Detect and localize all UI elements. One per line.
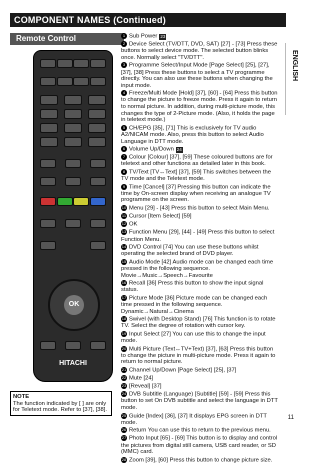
remote-row bbox=[40, 177, 106, 186]
green-colour-button-icon bbox=[57, 197, 73, 206]
item-number-badge: 21 bbox=[121, 366, 127, 372]
number-button-icon bbox=[88, 123, 106, 133]
mode-button-icon bbox=[73, 77, 89, 86]
item-number-badge: 27 bbox=[121, 435, 127, 441]
number-button-icon bbox=[88, 109, 106, 119]
item-text: Programme Select/Input Mode [Page Select] [25], [27], [37], [38] Press these buttons to select a TV programme directly. You can also use these buttons when changing the input mode. bbox=[121, 62, 273, 89]
list-item bbox=[121, 229, 279, 243]
item-text: Input Select [27] You can use this to change the input mode. bbox=[121, 331, 266, 345]
power-button-icon bbox=[40, 59, 56, 68]
language-label: ENGLISH bbox=[291, 50, 298, 82]
list-item bbox=[121, 435, 279, 455]
number-button-icon bbox=[64, 123, 82, 133]
item-number-badge: 24 bbox=[121, 391, 127, 397]
note-box bbox=[10, 391, 112, 416]
list-item bbox=[121, 280, 279, 294]
cursor-pad-icon bbox=[48, 279, 100, 331]
item-text: CH/EPG [35], [71] This is exclusively for TV audio A2/NICAM mode. Also, press this button to select Audio Language in DTT mode. bbox=[121, 125, 264, 145]
text-button-icon bbox=[40, 219, 56, 228]
item-text: Colour [Colour] [37], [59] These coloured buttons are for teletext and other functions as detailed later in this book. bbox=[121, 154, 273, 168]
list-item bbox=[121, 205, 279, 212]
item-number-badge: 22 bbox=[121, 375, 127, 381]
language-tab bbox=[288, 50, 298, 106]
item-text: TV/Text [TV↔Text] [37], [59] This switches between the TV mode and the Teletext mode. bbox=[121, 169, 271, 183]
item-text: Zoom [39], [60] Press this button to change picture size. bbox=[129, 457, 273, 464]
item-text: DVD Control [74] You can use these buttons whilst operating the selected brand of DVD player. bbox=[121, 244, 259, 258]
item-number-badge: 6 bbox=[122, 146, 126, 152]
item-text: Freeze/Multi Mode [Hold] [37], [60] - [64] Press this button to change the picture to freeze mode. Press it again to return to normal picture. In addition, during multi-picture mode, this changes the type of 2-Picture mode. (Also, it holds the page in teletext mode.) bbox=[121, 90, 278, 124]
device-button-icon bbox=[90, 59, 106, 68]
item-number-badge: 9 bbox=[122, 183, 126, 189]
list-item bbox=[121, 154, 279, 168]
remote-row bbox=[40, 159, 106, 168]
section-title: Remote Control bbox=[10, 33, 124, 45]
bottom-button-icon bbox=[40, 341, 56, 350]
item-text: Return You can use this to return to the previous menu. bbox=[129, 427, 271, 434]
mode-button-icon bbox=[57, 77, 73, 86]
remote-row bbox=[40, 137, 106, 147]
item-text: Device Select (TV/DTT, DVD, SAT) [27] - [73] Press these buttons to select device mode. The selected button blinks once. Normally select "TV/DTT". bbox=[121, 41, 278, 61]
list-item bbox=[121, 62, 279, 89]
item-number-badge: 11 bbox=[121, 213, 127, 219]
remote-row bbox=[40, 109, 106, 119]
remote-row bbox=[40, 341, 106, 350]
red-colour-button-icon bbox=[40, 197, 56, 206]
remote-row bbox=[40, 77, 106, 86]
note-label: NOTE bbox=[13, 394, 30, 400]
item-number-badge: 23 bbox=[121, 383, 127, 389]
blue-colour-button-icon bbox=[90, 197, 106, 206]
item-text: Cursor [Item Select] [59] bbox=[129, 213, 192, 220]
remote-row bbox=[40, 241, 106, 250]
item-text: Channel Up/Down [Page Select] [25], [37] bbox=[129, 367, 237, 374]
item-number-badge: 20 bbox=[121, 345, 127, 351]
item-number-badge: 15 bbox=[121, 258, 127, 264]
item-text: Menu [29] - [43] Press this button to select Main Menu. bbox=[129, 205, 270, 212]
function-button-icon bbox=[90, 159, 106, 168]
mode-button-icon bbox=[40, 77, 56, 86]
item-number-badge: 13 bbox=[121, 229, 127, 235]
item-text: OK bbox=[129, 221, 138, 228]
menu-button-icon bbox=[90, 241, 106, 250]
item-number-badge: 12 bbox=[121, 221, 127, 227]
number-button-icon bbox=[40, 109, 58, 119]
item-number-badge: 26 bbox=[121, 427, 127, 433]
list-item bbox=[121, 367, 279, 374]
list-item bbox=[121, 316, 279, 330]
item-number-badge: 28 bbox=[121, 456, 127, 462]
item-number-badge: 1 bbox=[122, 33, 126, 38]
item-number-badge: 25 bbox=[121, 412, 127, 418]
page-header: COMPONENT NAMES (Continued) bbox=[10, 13, 286, 27]
item-text: Photo Input [65] - [69] This button is to display and control the pictures from digital still camera, USB card reader, or SD (MMC) card. bbox=[121, 436, 278, 456]
item-text: Picture Mode [36] Picture mode can be changed each time pressed in the following sequence. Dynamic→Natural→Cinema bbox=[121, 295, 268, 315]
list-item bbox=[121, 391, 279, 411]
item-text: Mute [24] bbox=[129, 375, 154, 382]
ok-button-icon: OK bbox=[64, 295, 84, 315]
list-item bbox=[121, 244, 279, 258]
mode-button-icon bbox=[90, 77, 106, 86]
function-button-icon bbox=[40, 159, 56, 168]
item-number-badge: 16 bbox=[121, 280, 127, 286]
item-number-badge: 3 bbox=[122, 62, 126, 68]
note-text: The function indicated by [ ] are only for Teletext mode. Refer to [37], [38]. bbox=[13, 400, 107, 414]
item-text: Sub Power bbox=[129, 33, 158, 40]
list-item bbox=[121, 90, 279, 124]
item-number-badge: 2 bbox=[122, 41, 126, 47]
page-number: 11 bbox=[287, 415, 294, 421]
list-item bbox=[121, 346, 279, 366]
item-text: Swivel (with Desktop Stand) [76] This function is to rotate TV. Select the degree of rotation with cursor key. bbox=[121, 316, 276, 330]
item-number-badge: 14 bbox=[121, 244, 127, 250]
remote-row bbox=[40, 219, 106, 228]
bottom-button-icon bbox=[65, 341, 81, 350]
device-button-icon bbox=[57, 59, 73, 68]
list-item bbox=[121, 383, 279, 390]
page-ref: 24 bbox=[176, 146, 182, 152]
number-button-icon bbox=[88, 137, 106, 147]
list-item bbox=[121, 41, 279, 61]
number-button-icon bbox=[40, 95, 58, 105]
item-text: Time [Cancel] [37] Pressing this button can indicate the time by On-screen display when receiving an analogue TV programme on the screen. bbox=[121, 184, 271, 204]
item-number-badge: 18 bbox=[121, 316, 127, 322]
item-number-badge: 7 bbox=[122, 154, 126, 160]
item-number-badge: 19 bbox=[121, 330, 127, 336]
list-item bbox=[121, 427, 279, 434]
item-number-badge: 17 bbox=[121, 294, 127, 300]
text-button-icon bbox=[90, 219, 106, 228]
list-item bbox=[121, 213, 279, 220]
number-button-icon bbox=[64, 137, 82, 147]
item-text: [Reveal] [37] bbox=[129, 383, 162, 390]
text-button-icon bbox=[65, 219, 81, 228]
remote-row bbox=[40, 95, 106, 105]
number-button-icon bbox=[64, 95, 82, 105]
list-item bbox=[121, 413, 279, 427]
component-list bbox=[121, 33, 279, 465]
item-text: Volume Up/Down bbox=[129, 146, 174, 153]
item-number-badge: 10 bbox=[121, 205, 127, 211]
number-button-icon bbox=[64, 109, 82, 119]
remote-row bbox=[40, 59, 106, 68]
item-text: Function Menu [29], [44] - [49] Press this button to select Function Menu. bbox=[121, 229, 275, 243]
remote-row bbox=[40, 123, 106, 133]
item-text: Recall [36] Press this button to show the input signal status. bbox=[121, 280, 264, 294]
yellow-colour-button-icon bbox=[73, 197, 89, 206]
remote-row bbox=[40, 197, 106, 206]
list-item bbox=[121, 169, 279, 183]
list-item bbox=[121, 295, 279, 315]
brand-logo: HITACHI bbox=[59, 360, 87, 367]
function-button-icon bbox=[40, 177, 56, 186]
remote-control-illustration bbox=[33, 50, 113, 382]
item-number-badge: 5 bbox=[122, 124, 126, 130]
item-text: Guide [Index] [36], [37] It displays EPG screen in DTT mode. bbox=[121, 413, 267, 426]
item-number-badge: 8 bbox=[122, 169, 126, 174]
item-text: Audio Mode [42] Audio mode can be changed each time pressed in the following sequence. Movie→Music→Speech→Favourite bbox=[121, 259, 274, 279]
list-item bbox=[121, 146, 279, 153]
list-item bbox=[121, 331, 279, 345]
function-button-icon bbox=[65, 177, 81, 186]
list-item bbox=[121, 221, 279, 228]
page-ref: 23 bbox=[160, 33, 166, 39]
list-item bbox=[121, 125, 279, 145]
item-text: DVB Subtitle (Language) [Subtitle] [59] - [59] Press this button to set On DVB subtitle and select the language in DTT mode. bbox=[121, 391, 278, 412]
bottom-button-icon bbox=[90, 341, 106, 350]
language-tab-divider bbox=[285, 43, 286, 115]
list-item bbox=[121, 375, 279, 382]
list-item bbox=[121, 184, 279, 204]
list-item bbox=[121, 259, 279, 279]
list-item bbox=[121, 33, 279, 40]
menu-button-icon bbox=[40, 241, 56, 250]
number-button-icon bbox=[40, 137, 58, 147]
list-item bbox=[121, 457, 279, 464]
item-text: Multi Picture (Text↔TV+Text) [37], [63] Press this button to change the picture in multi-picture mode. Press it again to return to normal picture. bbox=[121, 346, 276, 366]
function-button-icon bbox=[90, 177, 106, 186]
number-button-icon bbox=[88, 95, 106, 105]
number-button-icon bbox=[40, 123, 58, 133]
item-number-badge: 4 bbox=[122, 90, 126, 96]
function-button-icon bbox=[65, 159, 81, 168]
device-button-icon bbox=[73, 59, 89, 68]
